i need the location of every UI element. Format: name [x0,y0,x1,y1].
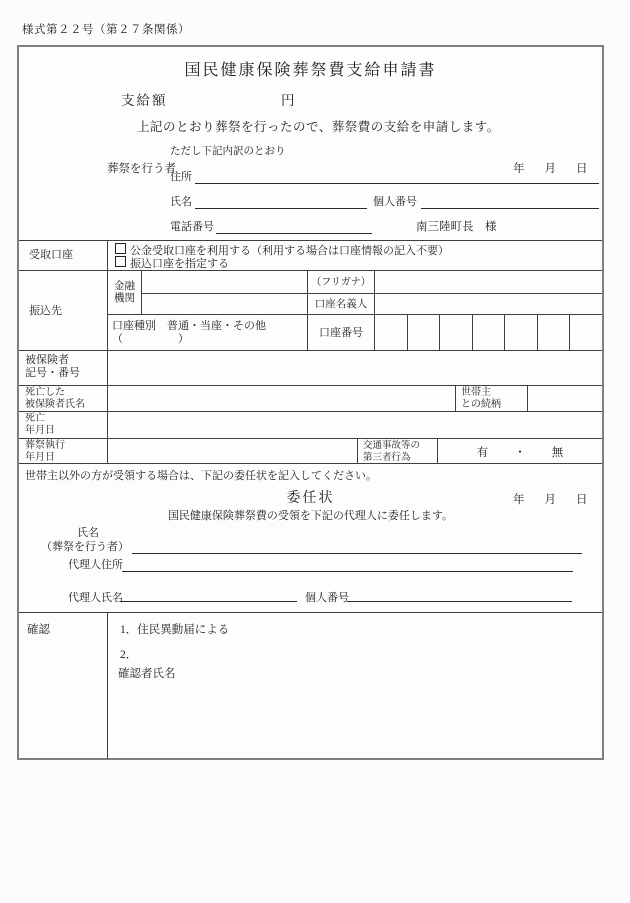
agent-personal-number-input-line[interactable] [347,585,572,602]
amount-input-area[interactable] [179,87,279,104]
account-number-cell[interactable] [439,315,472,351]
account-number-cell[interactable] [569,315,602,351]
bank-name-line-2[interactable] [142,294,307,314]
deceased-name-label: 死亡した 被保険者氏名 [19,386,108,412]
amount-label: 支給額 [121,93,168,108]
confirmation-label: 確認 [19,613,108,759]
address-input-line[interactable] [195,164,599,184]
death-date-value-cell[interactable] [108,412,602,439]
date-day-label: 日 [576,163,588,175]
delegation-title: 委任状 [286,491,335,506]
confirmation-content [108,613,602,759]
confirmation-section [19,612,602,758]
addressee-label: 南三陸町長 様 [416,221,497,233]
form-number-label: 様式第２２号（第２７条関係） [22,24,190,36]
transfer-destination-label: 振込先 [19,271,108,351]
agent-personal-number-label: 個人番号 [305,592,349,604]
date-day-label: 日 [576,494,588,506]
receive-account-row [19,240,602,270]
middle-dot: ・ [514,446,526,459]
confirmation-item-2: 2． [120,649,138,661]
option-transfer-account[interactable] [115,256,595,269]
insured-symbol-row [19,350,602,385]
account-number-cell[interactable] [407,315,440,351]
declaration-text: 上記のとおり葬祭を行ったので、葬祭費の支給を申請します。 [137,120,500,134]
phone-label: 電話番号 [170,221,214,233]
third-party-yes[interactable]: 有 [476,446,489,459]
account-number-cell[interactable] [537,315,570,351]
agent-address-input-line[interactable] [122,552,573,572]
date-year-label: 年 [513,494,525,506]
delegation-statement: 国民健康保険葬祭費の受領を下記の代理人に委任します。 [167,510,454,522]
receive-account-label: 受取口座 [19,241,108,271]
checkbox-transfer-account-icon[interactable] [115,256,126,267]
agent-address-label: 代理人住所 [68,559,123,571]
delegation-section [19,464,602,612]
date-month-label: 月 [544,494,556,506]
insured-symbol-value-cell[interactable] [108,351,602,386]
breakdown-note: ただし下記内訳のとおり [170,146,286,157]
account-number-cell[interactable] [375,315,407,351]
confirmer-name-label: 確認者氏名 [118,668,176,680]
name-label: 氏名 [170,196,192,208]
principal-name-input-line[interactable] [132,534,582,554]
account-number-label: 口座番号 [307,314,374,351]
personal-number-label: 個人番号 [373,196,417,208]
funeral-date-row [19,438,602,464]
insured-symbol-label: 被保険者 記号・番号 [19,351,108,386]
personal-number-input-line[interactable] [421,189,599,209]
agent-name-input-line[interactable] [120,585,297,602]
account-number-cell[interactable] [472,315,505,351]
date-year-label: 年 [513,163,525,175]
phone-input-line[interactable] [216,214,372,234]
confirmation-item-1: 1．住民異動届による [120,624,230,636]
bank-institution-label: 金融 機関 [108,271,142,314]
death-date-label: 死亡 年月日 [19,412,108,439]
name-input-line[interactable] [195,189,367,209]
deceased-name-value-cell[interactable] [108,386,455,412]
account-type-choice[interactable]: 口座種別 普通・当座・その他（ ） [108,314,307,351]
agent-name-label: 代理人氏名 [68,592,123,604]
option-public-account-label: 公金受取口座を利用する（利用する場合は口座情報の記入不要） [130,245,449,257]
form-title: 国民健康保険葬祭費支給申請書 [184,62,437,79]
account-number-cell[interactable] [504,315,537,351]
transfer-destination-row [19,270,602,350]
address-label: 住所 [170,171,192,183]
principal-name-label-line1: 氏名 [77,527,99,539]
option-public-account[interactable] [115,243,595,256]
checkbox-public-account-icon[interactable] [115,243,126,254]
principal-name-label-line2: （葬祭を行う者） [41,541,129,553]
delegation-date [513,491,588,507]
householder-relation-label: 世帯主 との続柄 [455,386,527,412]
performer-label: 葬祭を行う者 [107,163,176,175]
third-party-no[interactable]: 無 [551,446,564,459]
holder-label: 口座名義人 [307,294,374,314]
option-transfer-account-label: 振込口座を指定する [130,258,229,270]
householder-relation-value-cell[interactable] [527,386,602,412]
holder-value-cell[interactable] [374,294,602,314]
furigana-value-cell[interactable] [374,271,602,294]
furigana-label: （フリガナ） [307,271,374,294]
delegation-instruction: 世帯主以外の方が受領する場合は、下記の委任状を記入してください。 [25,470,377,482]
date-month-label: 月 [544,163,556,175]
form-frame [17,45,604,760]
funeral-date-value-cell[interactable] [108,439,357,464]
amount-unit-label: 円 [281,93,295,108]
bank-name-line-1[interactable] [142,271,307,294]
third-party-label: 交通事故等の 第三者行為 [357,439,437,464]
funeral-date-label: 葬祭執行 年月日 [19,439,108,464]
death-date-row [19,411,602,438]
third-party-choice[interactable] [437,439,602,464]
account-number-cells [374,314,602,351]
deceased-name-row [19,385,602,411]
